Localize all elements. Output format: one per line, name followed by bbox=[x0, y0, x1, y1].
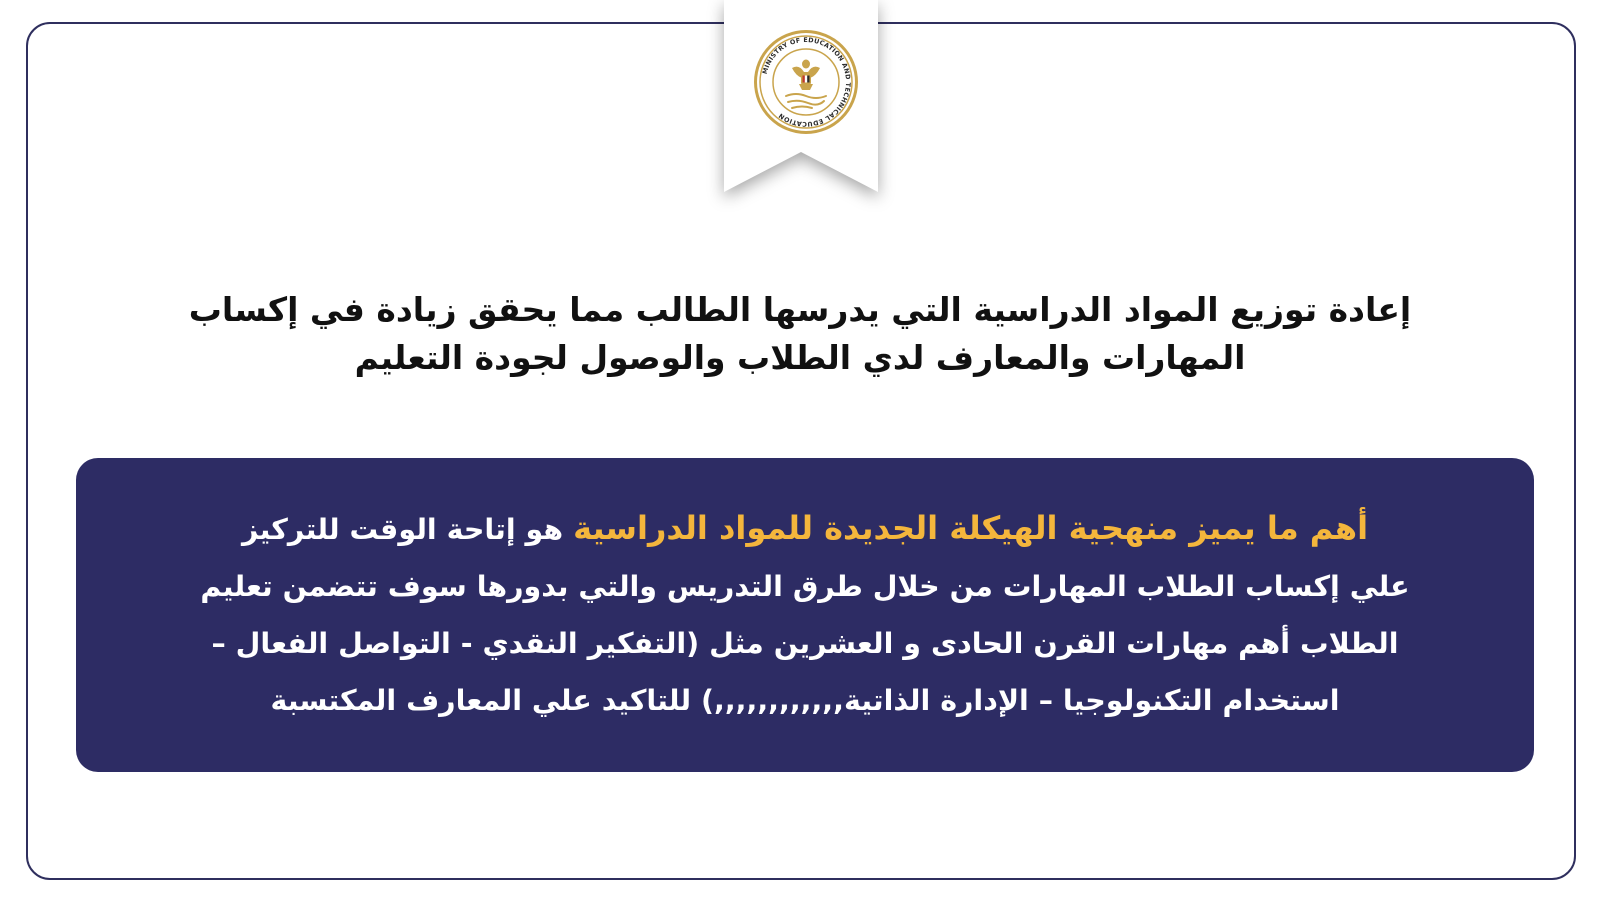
panel-body bbox=[146, 500, 1464, 729]
ministry-seal-logo bbox=[752, 28, 860, 136]
svg-text:MINISTRY OF EDUCATION AND TECH: MINISTRY OF EDUCATION AND TECHNICAL EDUCATION bbox=[760, 35, 853, 129]
panel-line-3: الطلاب أهم مهارات القرن الحادى و العشرين مثل (التفكير النقدي - التواصل الفعال – bbox=[211, 627, 1399, 660]
panel-highlight: أهم ما يميز منهجية الهيكلة الجديدة للمواد الدراسية bbox=[573, 509, 1369, 547]
headline-line-1: إعادة توزيع المواد الدراسية التي يدرسها الطالب مما يحقق زيادة في إكساب bbox=[188, 290, 1412, 329]
info-panel bbox=[76, 458, 1534, 772]
headline bbox=[130, 286, 1470, 382]
panel-line-1-rest: هو إتاحة الوقت للتركيز bbox=[241, 513, 574, 546]
panel-line-2: علي إكساب الطلاب المهارات من خلال طرق التدريس والتي بدورها سوف تتضمن تعليم bbox=[200, 570, 1410, 603]
headline-line-2: المهارات والمعارف لدي الطلاب والوصول لجودة التعليم bbox=[354, 338, 1246, 377]
panel-line-4: استخدام التكنولوجيا – الإدارة الذاتية,,,,,,,,,,,,) للتاكيد علي المعارف المكتسبة bbox=[270, 684, 1340, 717]
